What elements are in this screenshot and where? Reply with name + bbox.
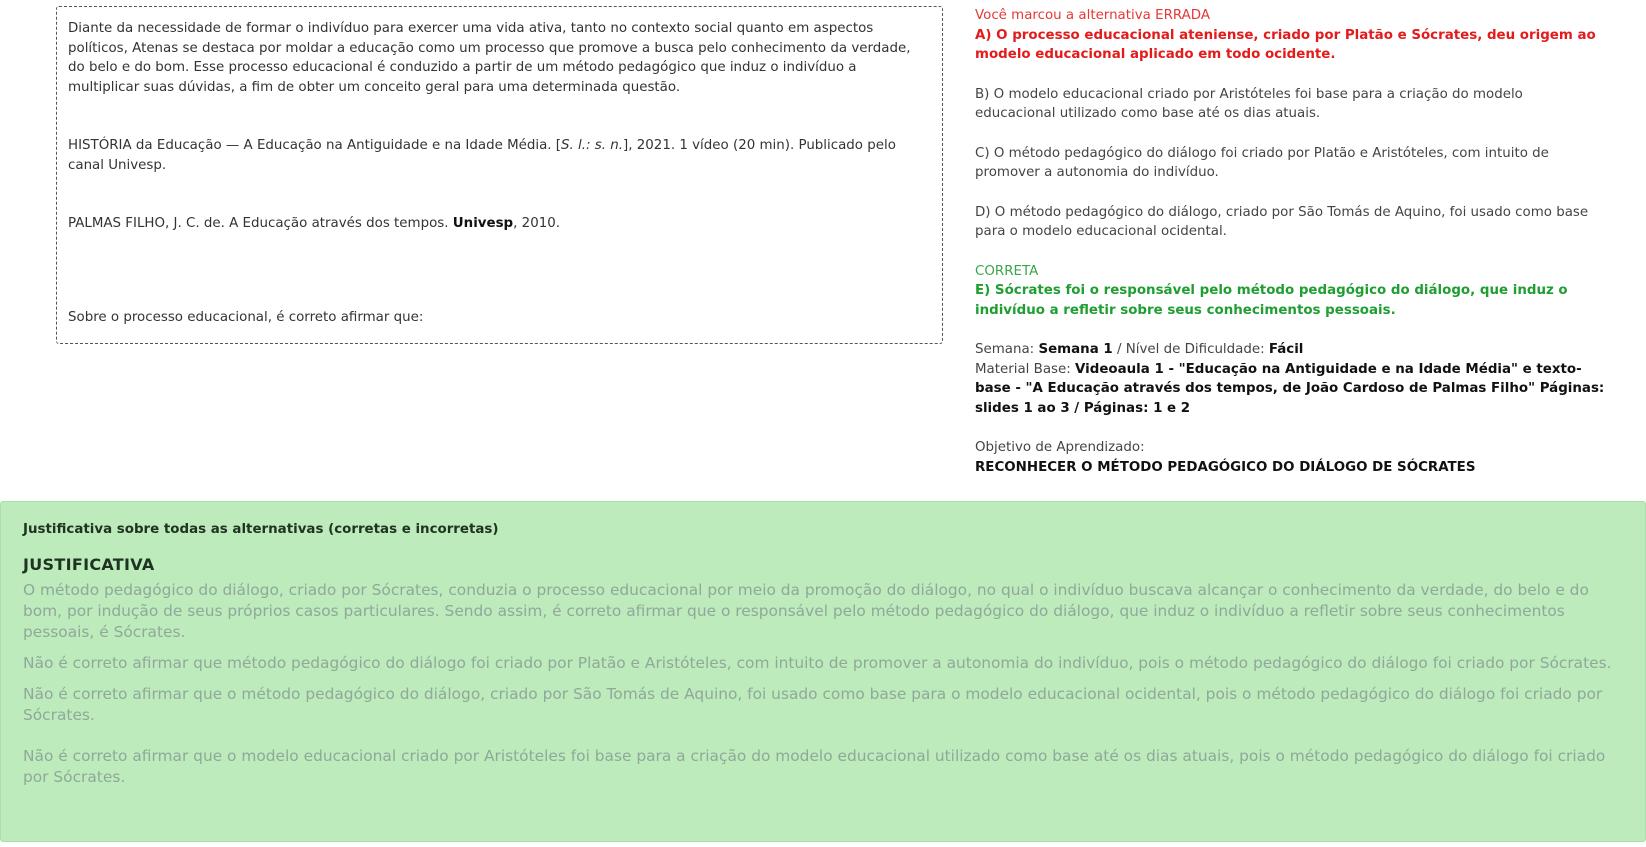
wrong-answer [975, 6, 1605, 65]
question-stem: Sobre o processo educacional, é correto afirmar que: [68, 310, 424, 325]
nivel-value: Fácil [1268, 342, 1304, 357]
material-label: Material Base: [975, 361, 1076, 377]
wrong-answer-label: Você marcou a alternativa ERRADA [975, 8, 1211, 23]
reference-2-bold: Univesp [452, 216, 514, 231]
reference-2-text-b: , 2010. [513, 216, 561, 231]
wrong-answer-text: A) O processo educacional ateniense, criado por Platão e Sócrates, deu origem ao modelo educacional aplicado em todo ocidente. [975, 27, 1596, 62]
option-c: C) O método pedagógico do diálogo foi criado por Platão e Aristóteles, com intuito de promover a autonomia do indivíduo. [975, 145, 1549, 180]
objetivo [975, 438, 1605, 477]
material-line [975, 360, 1605, 419]
justificativa-paragraph: Não é correto afirmar que o método pedagógico do diálogo, criado por São Tomás de Aquino, foi usado como base para o modelo educacional ocidental, pois o método pedagógico do diálogo foi criado por Sócrates. [23, 685, 1603, 724]
question-meta [975, 340, 1605, 418]
reference-1-italic: S. l.: s. n. [561, 138, 624, 153]
justificativa-paragraph: O método pedagógico do diálogo, criado por Sócrates, conduzia o processo educacional por meio da promoção do diálogo, no qual o indivíduo buscava alcançar o conhecimento da verdade, do belo e do bom, por indução de seus próprios casos particulares. Sendo assim, é correto afirmar que o responsável pelo método pedagógico do diálogo, que induz o indivíduo a refletir sobre seus conhecimentos pessoais, é Sócrates. [23, 581, 1589, 641]
correct-answer-label: CORRETA [975, 263, 1039, 279]
reference-1-text-a: HISTÓRIA da Educação — A Educação na Antiguidade e na Idade Média. [ [68, 138, 562, 153]
answers-panel [975, 6, 1605, 497]
correct-answer [975, 262, 1605, 321]
correct-answer-text: E) Sócrates foi o responsável pelo método pedagógico do diálogo, que induz o indivíduo a refletir sobre seus conhecimentos pessoais. [975, 283, 1568, 318]
material-value: Videoaula 1 - "Educação na Antiguidade e na Idade Média" e texto-base - "A Educação através dos tempos, de João Cardoso de Palmas Filho" Páginas: slides 1 ao 3 / Páginas: 1 e 2 [975, 361, 1605, 416]
nivel-label: / Nível de Dificuldade: [1112, 342, 1269, 357]
objetivo-value: RECONHECER O MÉTODO PEDAGÓGICO DO DIÁLOGO DE SÓCRATES [975, 459, 1476, 475]
reference-2-text-a: PALMAS FILHO, J. C. de. A Educação através dos tempos. [68, 216, 453, 231]
option-b: B) O modelo educacional criado por Aristóteles foi base para a criação do modelo educacional utilizado como base até os dias atuais. [975, 86, 1523, 121]
justificativa-heading: Justificativa sobre todas as alternativas (corretas e incorretas) [23, 522, 499, 537]
reference-1-text-b: ], 2021. 1 vídeo (20 min). Publicado pelo canal Univesp. [68, 138, 896, 173]
justificativa-title: JUSTIFICATIVA [23, 555, 155, 574]
reference-1 [68, 136, 931, 175]
justificativa-paragraphs [23, 580, 1645, 788]
justificativa-panel [0, 501, 1646, 842]
semana-value: Semana 1 [1038, 342, 1113, 357]
justificativa-paragraph: Não é correto afirmar que método pedagógico do diálogo foi criado por Platão e Aristóteles, com intuito de promover a autonomia do indivíduo, pois o método pedagógico do diálogo foi criado por Sócrates. [23, 654, 1612, 672]
semana-line [975, 340, 1605, 360]
question-intro: Diante da necessidade de formar o indivíduo para exercer uma vida ativa, tanto no contexto social quanto em aspectos políticos, Atenas se destaca por moldar a educação como um processo que promove a busca pelo conhecimento da verdade, do belo e do bom. Esse processo educacional é conduzido a partir de um método pedagógico que induz o indivíduo a multiplicar suas dúvidas, a fim de obter um conceito geral para uma determinada questão. [68, 21, 911, 95]
question-box [56, 6, 943, 344]
semana-label: Semana: [975, 342, 1039, 357]
option-d: D) O método pedagógico do diálogo, criado por São Tomás de Aquino, foi usado como base para o modelo educacional ocidental. [975, 204, 1589, 239]
objetivo-label: Objetivo de Aprendizado: [975, 440, 1145, 455]
reference-2 [68, 214, 931, 234]
justificativa-paragraph: Não é correto afirmar que o modelo educacional criado por Aristóteles foi base para a criação do modelo educacional utilizado como base até os dias atuais, pois o método pedagógico do diálogo foi criado por Sócrates. [23, 747, 1606, 786]
